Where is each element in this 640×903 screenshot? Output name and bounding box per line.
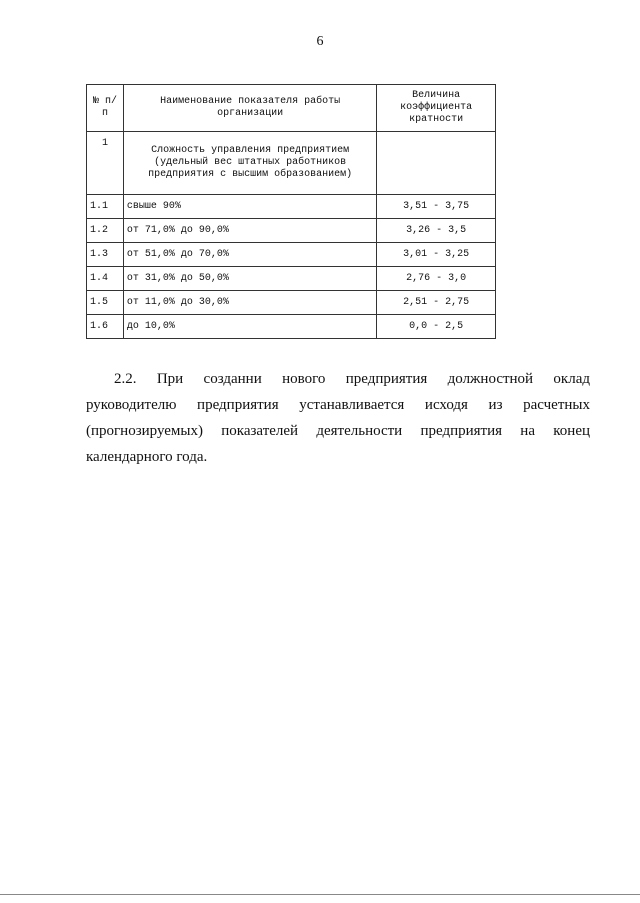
group-value: [377, 132, 496, 195]
bottom-divider: [0, 894, 640, 895]
row-number: 1.6: [87, 315, 124, 339]
table-row: [87, 195, 496, 219]
page-number: 6: [316, 34, 324, 49]
table-header-row: [87, 85, 496, 132]
row-value: 3,26 - 3,5: [377, 219, 496, 243]
table-row: [87, 267, 496, 291]
row-value: 2,76 - 3,0: [377, 267, 496, 291]
table-group-row: [87, 132, 496, 195]
paragraph-line: календарного года.: [86, 449, 208, 465]
row-value: 3,51 - 3,75: [377, 195, 496, 219]
paragraph-line: 2.2. При созданни нового предприятия должностной оклад: [114, 371, 590, 387]
row-name: свыше 90%: [123, 195, 376, 219]
row-name: от 11,0% до 30,0%: [123, 291, 376, 315]
row-number: 1.5: [87, 291, 124, 315]
table-row: [87, 291, 496, 315]
header-number: № п/п: [87, 85, 124, 132]
paragraph-line: руководителю предприятия устанавливается исходя из расчетных: [86, 397, 590, 413]
header-indicator-name: Наименование показателя работы организации: [123, 85, 376, 132]
row-number: 1.4: [87, 267, 124, 291]
group-name: Сложность управления предприятием (удельный вес штатных работников предприятия с высшим образованием): [123, 132, 376, 195]
row-number: 1.1: [87, 195, 124, 219]
row-name: от 31,0% до 50,0%: [123, 267, 376, 291]
row-value: 0,0 - 2,5: [377, 315, 496, 339]
coefficient-table: [86, 84, 496, 339]
table-row: [87, 219, 496, 243]
row-value: 2,51 - 2,75: [377, 291, 496, 315]
table-row: [87, 315, 496, 339]
table-row: [87, 243, 496, 267]
row-name: от 51,0% до 70,0%: [123, 243, 376, 267]
header-coefficient: Величина коэффициента кратности: [377, 85, 496, 132]
group-number: 1: [87, 132, 124, 195]
row-name: от 71,0% до 90,0%: [123, 219, 376, 243]
row-number: 1.2: [87, 219, 124, 243]
row-value: 3,01 - 3,25: [377, 243, 496, 267]
row-name: до 10,0%: [123, 315, 376, 339]
paragraph-line: (прогнозируемых) показателей деятельности предприятия на конец: [86, 423, 590, 439]
paragraph-2-2: [86, 366, 590, 470]
row-number: 1.3: [87, 243, 124, 267]
